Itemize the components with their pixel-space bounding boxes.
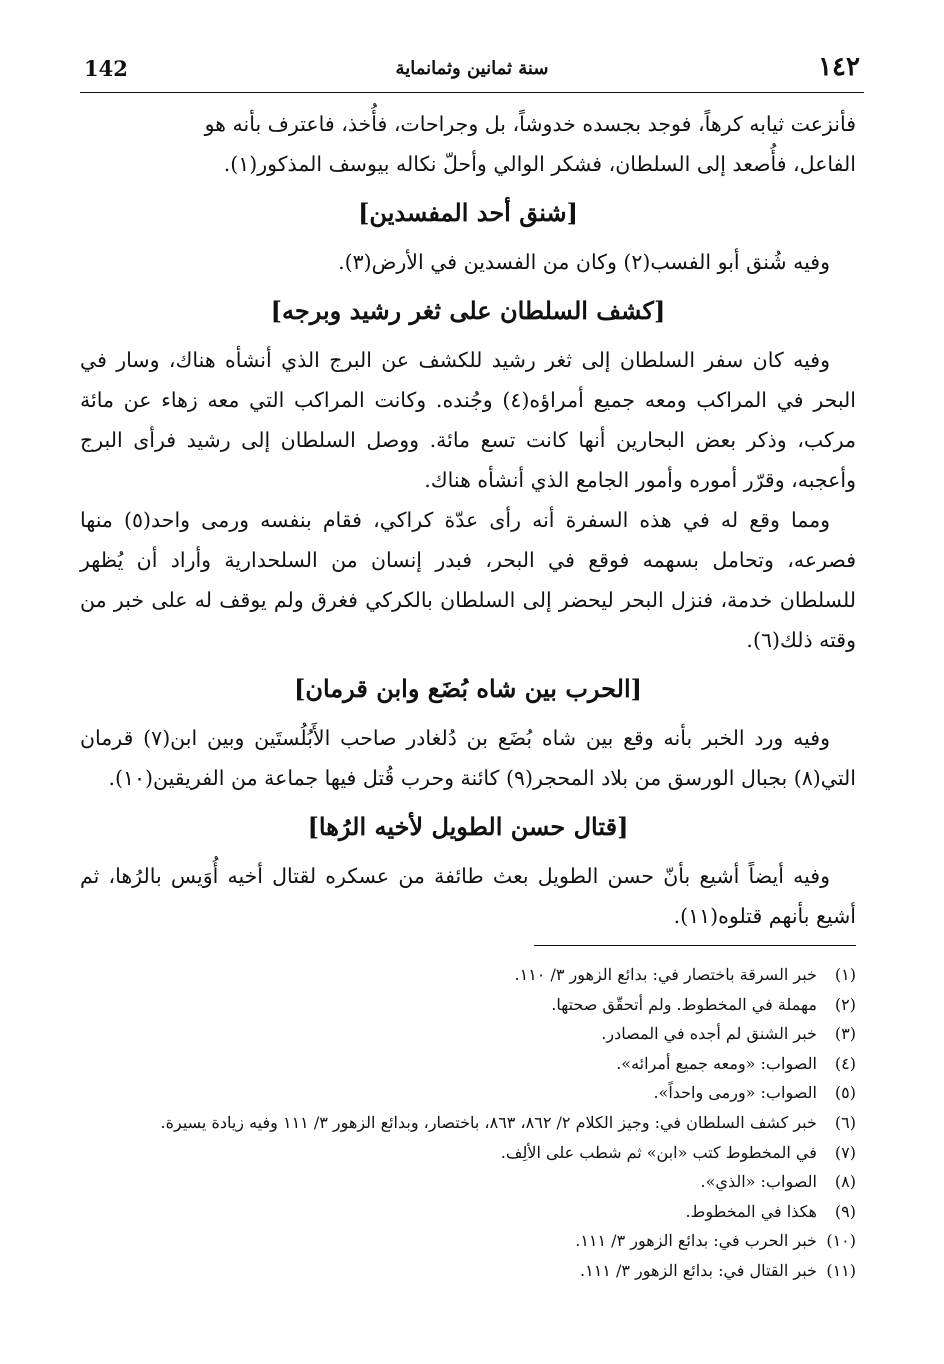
paragraph: وفيه شُنق أبو الفسب(٢) وكان من الفسدين في الأرض(٣). [338,250,830,274]
footnote [80,990,856,1020]
footnote-text: الصواب: «الذي». [700,1172,817,1192]
section-heading: [شنق أحد المفسدين] [358,198,578,227]
main-text [80,104,856,936]
paragraph: وفيه أيضاً أشيع بأنّ حسن الطويل بعث طائفة من عسكره لقتال أخيه أُوَيس بالرُها، ثم أشيع بأنهم قتلوه(١١). [80,864,856,928]
footnote-number: (٤) [834,1053,856,1073]
intro-line: الفاعل، فأُصعد إلى السلطان، فشكر الوالي وأحلّ نكاله بيوسف المذكور(١). [223,152,856,176]
page-number-latin: 142 [84,56,128,81]
paragraph: وفيه ورد الخبر بأنه وقع بين شاه بُضَع بن دُلغادر صاحب الأَبُلُستَين وبين ابن(٧) قرمان التي(٨) بجبال الورسق من بلاد المحجر(٩) كائنة وحرب قُتل فيها جماعة من الفريقين(١٠). [80,726,856,790]
footnote [80,1226,856,1256]
footnotes [80,960,856,1286]
page-header [80,52,864,93]
footnote [80,1138,856,1168]
footnote [80,1019,856,1049]
footnote-number: (٩) [834,1201,856,1221]
footnote-number: (٢) [834,994,856,1014]
footnote [80,1078,856,1108]
footnote [80,1197,856,1227]
footnote [80,1256,856,1286]
footnote-number: (٣) [834,1024,856,1044]
footnote-text: خبر الحرب في: بدائع الزهور ٣/ ١١١. [575,1231,817,1251]
section-heading: [كشف السلطان على ثغر رشيد وبرجه] [270,296,666,325]
footnote-text: خبر القتال في: بدائع الزهور ٣/ ١١١. [580,1260,817,1280]
paragraph: ومما وقع له في هذه السفرة أنه رأى عدّة كراكي، فقام بنفسه ورمى واحد(٥) منها فصرعه، وتحامل بسهمه فوقع في البحر، فبدر إنسان من السلحدارية وأراد أن يُظهر للسلطان خدمة، فنزل البحر ليحضر إلى السلطان بالكركي فغرق ولم يوقف له على خبر من وقته ذلك(٦). [80,508,856,652]
footnote-text: هكذا في المخطوط. [685,1201,817,1221]
footnote-separator [534,945,856,946]
section-heading: [قتال حسن الطويل لأخيه الرُها] [307,812,629,841]
footnote-number: (١) [834,965,856,984]
footnote-number: (٦) [834,1112,856,1132]
footnote [80,1049,856,1079]
footnote [80,960,856,990]
footnote [80,1108,856,1138]
footnote-text: خبر الشنق لم أجده في المصادر. [601,1024,817,1044]
footnote-text: مهملة في المخطوط. ولم أتحقّق صحتها. [551,994,817,1014]
paragraph: وفيه كان سفر السلطان إلى ثغر رشيد للكشف عن البرج الذي أنشأه هناك، وسار في البحر في المراكب ومعه جميع أمراؤه(٤) وجُنده. وكانت المراكب التي معه زهاء عن مائة مركب، وذكر بعض البحارين أنها كانت تسع مائة. ووصل السلطان إلى رشيد فرأى البرج وأعجبه، وقرّر أموره وأمور الجامع الذي أنشأه هناك. [80,348,857,492]
intro-line: فأنزعت ثيابه كرهاً، فوجد بجسده خدوشاً، بل وجراحات، فأُخذ، فاعترف بأنه هو [204,112,856,136]
footnote-text: خبر كشف السلطان في: وجيز الكلام ٢/ ٨٦٢، ٨٦٣، باختصار، وبدائع الزهور ٣/ ١١١ وفيه زيادة يسيرة. [160,1112,817,1132]
footnote-number: (١٠) [826,1231,856,1251]
footnote-number: (١١) [826,1260,856,1280]
footnote-text: الصواب: «ورمى واحداً». [653,1083,817,1103]
page-number-arabic: ١٤٢ [818,52,860,82]
footnote-number: (٨) [834,1172,856,1192]
footnote-number: (٧) [834,1142,856,1162]
footnote-number: (٥) [834,1083,856,1103]
footnote-text: خبر السرقة باختصار في: بدائع الزهور ٣/ ١١٠. [514,965,817,984]
section-heading: [الحرب بين شاه بُضَع وابن قرمان] [294,674,642,703]
footnote-text: في المخطوط كتب «ابن» ثم شطب على الألِف. [500,1142,817,1162]
footnote-text: الصواب: «ومعه جميع أمرائه». [616,1053,817,1073]
running-title: سنة ثمانين وثمانماية [395,58,549,79]
footnote [80,1167,856,1197]
